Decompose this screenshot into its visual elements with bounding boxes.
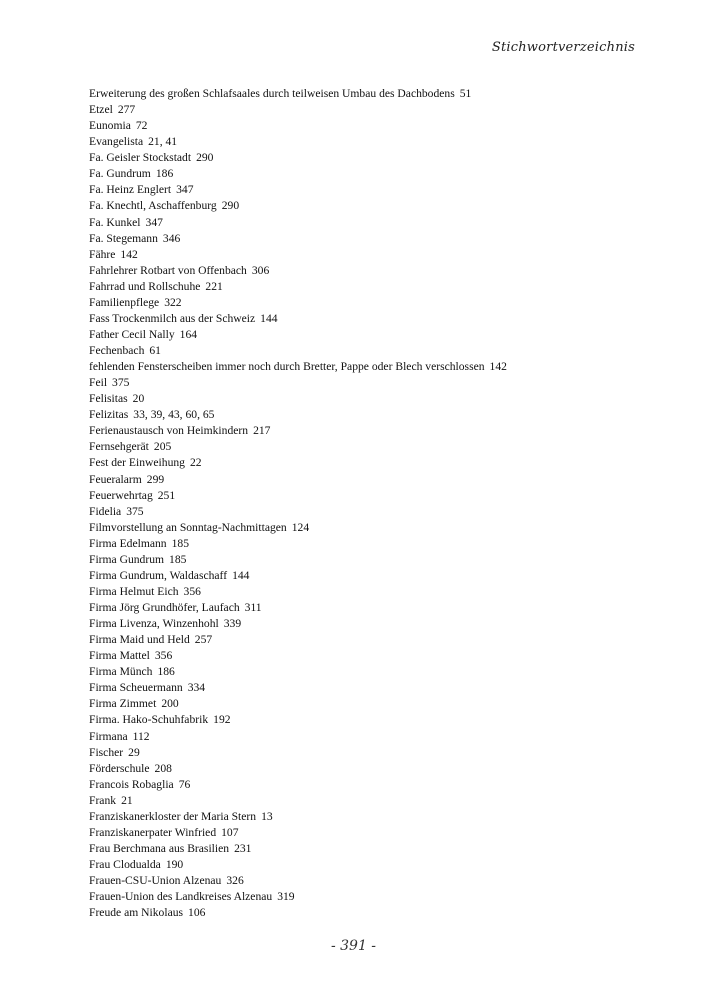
index-page-refs: 322: [164, 295, 182, 309]
index-entry: [89, 327, 507, 343]
index-page-refs: 72: [135, 119, 148, 133]
index-entry: [89, 552, 507, 568]
index-term: Ferienaustausch von Heimkindern: [89, 424, 249, 438]
index-entry: [89, 407, 507, 423]
index-term: Fa. Heinz Englert: [89, 183, 172, 197]
index-page-refs: 356: [183, 584, 201, 598]
index-term: Etzel: [89, 103, 113, 117]
index-entry: [89, 825, 507, 841]
index-entry: [89, 182, 507, 198]
index-page-refs: 346: [162, 231, 181, 245]
index-entry: [89, 680, 507, 696]
index-page-refs: 144: [260, 311, 278, 325]
index-entry: [89, 247, 507, 263]
index-entry: [89, 648, 507, 664]
index-term: Filmvorstellung an Sonntag-Nachmittagen: [89, 520, 287, 534]
index-page-refs: 51: [459, 87, 472, 100]
index-page-refs: 61: [149, 344, 161, 357]
index-page-refs: 13: [261, 809, 273, 823]
index-page-refs: 311: [244, 601, 262, 614]
index-term: Fa. Geisler Stockstadt: [89, 151, 192, 165]
index-page-refs: 29: [128, 745, 140, 759]
index-page-refs: 277: [117, 103, 136, 117]
index-entry: [89, 745, 507, 761]
index-entry: [89, 488, 507, 504]
index-term: Fest der Einweihung: [89, 456, 185, 470]
index-page-refs: 76: [178, 777, 191, 791]
index-entry: [89, 472, 507, 488]
index-entry: [89, 86, 507, 102]
index-entry: [89, 375, 507, 391]
index-entry: [89, 231, 507, 247]
index-page-refs: 356: [154, 649, 173, 663]
index-term: Evangelista: [89, 135, 144, 149]
index-entry: [89, 198, 507, 214]
index-entry: [89, 793, 507, 809]
index-entry: [89, 568, 507, 584]
index-term: Father Cecil Nally: [89, 327, 175, 341]
index-entry: [89, 536, 507, 552]
index-page-refs: 334: [187, 681, 206, 695]
index-entry: [89, 616, 507, 632]
index-term: Erweiterung des großen Schlafsaales durch teilweisen Umbau des Dachbodens: [89, 87, 455, 100]
index-page-refs: 217: [253, 424, 271, 438]
index-entry: [89, 343, 507, 359]
index-term: Firma Münch: [89, 665, 153, 679]
index-page-refs: 231: [234, 841, 252, 855]
index-entry: [89, 455, 507, 471]
index-term: Frau Clodualda: [89, 858, 161, 871]
index-entry: [89, 729, 507, 745]
index-term: Felizitas: [89, 408, 129, 422]
index-term: Fähre: [89, 247, 116, 261]
index-page-refs: 33, 39, 43, 60, 65: [133, 408, 215, 422]
index-entry: [89, 118, 507, 134]
index-term: Firmana: [89, 729, 128, 743]
index-page-refs: 375: [112, 376, 130, 390]
index-entry: [89, 391, 507, 407]
index-term: Fischer: [89, 745, 124, 759]
index-entry: [89, 263, 507, 279]
index-page-refs: 185: [171, 536, 189, 550]
index-page-refs: 339: [223, 617, 242, 631]
index-term: Firma Mattel: [89, 649, 150, 663]
index-entry: [89, 150, 507, 166]
page-number: - 391 -: [330, 938, 377, 954]
index-entry: [89, 584, 507, 600]
index-term: Frauen-CSU-Union Alzenau: [89, 874, 222, 888]
index-entry: [89, 905, 507, 921]
index-entry: [89, 841, 507, 857]
index-term: Freude am Nikolaus: [89, 906, 184, 920]
index-page-refs: 124: [291, 520, 310, 534]
index-term: Fahrrad und Rollschuhe: [89, 279, 201, 293]
index-term: Feuerwehrtag: [89, 488, 153, 502]
index-page-refs: 319: [277, 890, 295, 904]
index-term: Familienpflege: [89, 295, 160, 309]
index-page-refs: 375: [126, 504, 144, 518]
index-term: Feil: [89, 376, 108, 390]
index-term: Franziskanerpater Winfried: [89, 825, 217, 839]
index-term: Fa. Knechtl, Aschaffenburg: [89, 199, 217, 213]
running-header: Stichwortverzeichnis: [491, 40, 635, 55]
index-page-refs: 306: [251, 263, 270, 277]
index-term: Förderschule: [89, 761, 150, 775]
index-term: Fass Trockenmilch aus der Schweiz: [89, 311, 256, 325]
index-term: Fernsehgerät: [89, 440, 149, 454]
index-page-refs: 185: [169, 552, 187, 566]
index-page-refs: 21, 41: [148, 135, 178, 149]
index-entry: [89, 359, 507, 375]
index-entry: [89, 520, 507, 536]
index-term: Frank: [89, 793, 117, 807]
index-page-refs: 192: [213, 713, 231, 727]
index-page-refs: 326: [226, 874, 244, 888]
index-term: Fahrlehrer Rotbart von Offenbach: [89, 263, 247, 277]
index-page-refs: 347: [176, 183, 194, 197]
index-term: Firma Livenza, Winzenhohl: [89, 617, 219, 631]
index-entry: [89, 873, 507, 889]
index-page-refs: 142: [120, 247, 138, 261]
index-term: Firma Edelmann: [89, 536, 167, 550]
index-entry: [89, 632, 507, 648]
index-term: Fa. Kunkel: [89, 215, 141, 229]
index-entry: [89, 809, 507, 825]
index-page-refs: 347: [145, 215, 163, 229]
index-page-refs: 21: [121, 793, 133, 807]
index-term: Francois Robaglia: [89, 777, 174, 791]
index-entry: [89, 439, 507, 455]
index-entry: [89, 857, 507, 873]
index-term: Eunomia: [89, 119, 131, 133]
index-term: Firma Gundrum, Waldaschaff: [89, 568, 228, 582]
index-page-refs: 142: [489, 360, 507, 374]
index-entry: [89, 777, 507, 793]
index-page-refs: 299: [146, 472, 165, 486]
index-entry: [89, 761, 507, 777]
index-term: Fidelia: [89, 504, 122, 518]
index-entry: [89, 889, 507, 905]
index-term: Firma Jörg Grundhöfer, Laufach: [89, 601, 240, 614]
index-page-refs: 164: [179, 327, 198, 341]
index-term: Firma Helmut Eich: [89, 584, 179, 598]
index-term: Fechenbach: [89, 344, 145, 357]
index-page-refs: 290: [196, 151, 214, 165]
index-entry: [89, 166, 507, 182]
index-term: Firma Scheuermann: [89, 681, 183, 695]
index-page-refs: 186: [155, 167, 174, 181]
index-entry: [89, 215, 507, 231]
index-term: Felisitas: [89, 392, 128, 406]
index-term: Firma Zimmet: [89, 697, 157, 711]
index-entry: [89, 664, 507, 680]
index-entry: [89, 712, 507, 728]
index-page-refs: 190: [165, 858, 184, 871]
index-entry: [89, 102, 507, 118]
index-term: Firma Gundrum: [89, 552, 165, 566]
index-page-refs: 290: [221, 199, 240, 213]
index-term: Feueralarm: [89, 472, 142, 486]
index-term: Fa. Gundrum: [89, 167, 151, 181]
index-term: Fa. Stegemann: [89, 231, 158, 245]
index-entry: [89, 504, 507, 520]
index-page-refs: 20: [132, 392, 145, 406]
index-page-refs: 257: [194, 633, 213, 647]
index-page-refs: 22: [189, 456, 202, 470]
index-term: Franziskanerkloster der Maria Stern: [89, 809, 257, 823]
index-entry: [89, 134, 507, 150]
index-entry: [89, 423, 507, 439]
index-term: Firma. Hako-Schuhfabrik: [89, 713, 209, 727]
index-term: Frauen-Union des Landkreises Alzenau: [89, 890, 273, 904]
index-entry: [89, 295, 507, 311]
index-term: fehlenden Fensterscheiben immer noch durch Bretter, Pappe oder Blech verschlossen: [89, 360, 485, 374]
index-entry: [89, 696, 507, 712]
index-page-refs: 251: [157, 488, 176, 502]
index-page-refs: 221: [205, 279, 223, 293]
index-entry: [89, 311, 507, 327]
index-entry: [89, 279, 507, 295]
index-page-refs: 144: [232, 568, 250, 582]
index-term: Frau Berchmana aus Brasilien: [89, 841, 230, 855]
index-page-refs: 208: [154, 761, 172, 775]
index-page-refs: 200: [161, 697, 179, 711]
index-page-refs: 112: [132, 729, 150, 743]
index-page-refs: 186: [157, 665, 175, 679]
index-term: Firma Maid und Held: [89, 633, 190, 647]
index-page-refs: 107: [221, 825, 239, 839]
index-entry: [89, 600, 507, 616]
index-list: [89, 86, 507, 921]
index-page-refs: 205: [153, 440, 172, 454]
index-page-refs: 106: [188, 906, 206, 920]
